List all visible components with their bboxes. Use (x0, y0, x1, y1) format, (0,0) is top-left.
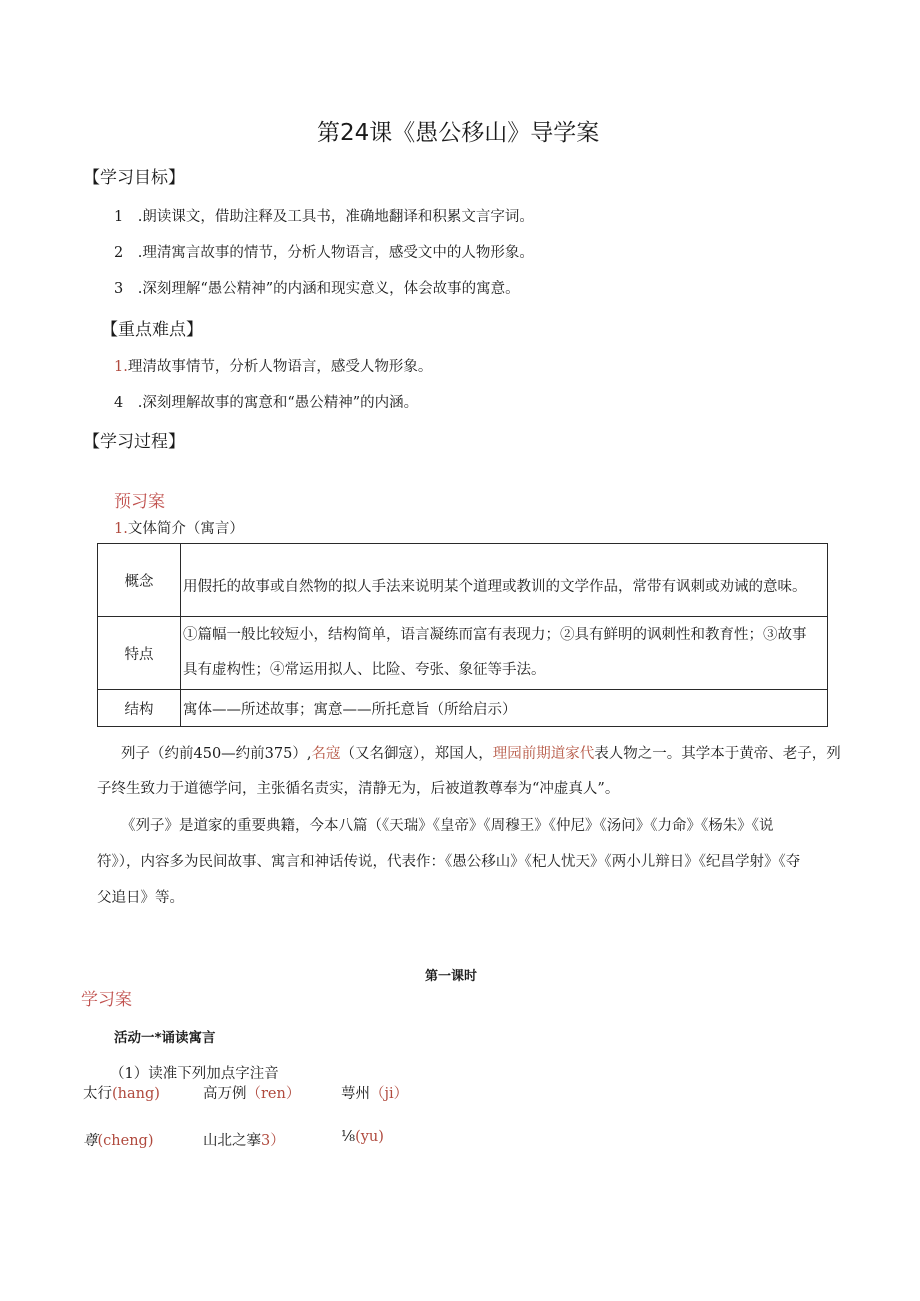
text-run: 表人物之一。其学本于黄帝、老子，列 (594, 746, 841, 762)
pinyin-item (341, 1129, 384, 1145)
liezi-paragraph-line: 子终生致力于道德学问，主张循名责实，清静无为，后被道教尊奉为“冲虚真人”。 (97, 781, 620, 797)
highlight-text: 理园前期道家代 (492, 746, 595, 762)
pinyin-reading: (yu) (355, 1129, 384, 1145)
pinyin-reading: 3） (261, 1133, 285, 1149)
goal-item: 2 .理清寓言故事的情节，分析人物语言，感受文中的人物形象。 (114, 245, 534, 261)
preview-item-text: 文体简介（寓言） (127, 521, 244, 537)
study-heading: 学习案 (81, 990, 132, 1010)
table-value (181, 617, 828, 690)
pinyin-word: 萼州 (341, 1086, 370, 1102)
preview-item (114, 517, 244, 538)
liezi-paragraph-line: 《列子》是道家的重要典籍，今本八篇（《天瑞》《皇帝》《周穆王》《仲尼》《汤问》《力命》《杨朱》《说 (121, 818, 774, 834)
pinyin-item (341, 1082, 408, 1103)
pinyin-word: 尊 (83, 1133, 98, 1149)
liezi-paragraph-line: 符》），内容多为民间故事、寓言和神话传说，代表作：《愚公移山》《杞人忧天》《两小儿辩日》《纪昌学射》《夺 (97, 854, 801, 870)
pinyin-reading: (cheng) (97, 1133, 154, 1149)
key-heading: 【重点难点】 (101, 320, 203, 340)
table-value: 寓体——所述故事；寓意——所托意旨（所给启示） (181, 690, 828, 727)
key-item: 4 .深刻理解故事的寓意和“愚公精神”的内涵。 (114, 395, 419, 411)
table-value-line: ①篇幅一般比较短小，结构简单，语言凝练而富有表现力；②具有鲜明的讽刺性和教育性；③故事 (183, 627, 807, 643)
table-row (98, 544, 828, 617)
pinyin-item (203, 1129, 285, 1150)
key-item-number: 1. (114, 359, 128, 375)
pinyin-word: 太行 (83, 1086, 112, 1102)
highlight-text: 名寇 (311, 746, 341, 762)
liezi-paragraph-line: 父追日》等。 (97, 890, 184, 906)
activity-heading: 活动一*诵读寓言 (114, 1030, 216, 1046)
pinyin-word: 山北之搴 (203, 1133, 261, 1149)
liezi-paragraph-line (121, 742, 841, 763)
page-title: 第24课《愚公移山》导学案 (317, 120, 600, 146)
goal-item: 3 .深刻理解“愚公精神”的内涵和现实意义，体会故事的寓意。 (114, 281, 520, 297)
pinyin-reading: (hang) (112, 1086, 160, 1102)
period-heading: 第一课时 (425, 969, 478, 984)
task-text: （1）读准下列加点字注音 (110, 1066, 279, 1082)
pinyin-item (203, 1082, 300, 1103)
table-key: 特点 (98, 617, 181, 690)
pinyin-item (83, 1082, 160, 1103)
goals-heading: 【学习目标】 (83, 168, 185, 188)
pinyin-word: ⅛ (341, 1129, 356, 1145)
preview-heading: 预习案 (114, 492, 165, 512)
text-run: 列子（约前450—约前375）, (121, 746, 312, 762)
table-value (181, 544, 828, 617)
pinyin-reading: （ren） (246, 1086, 301, 1102)
table-key: 概念 (98, 544, 181, 617)
key-item-text: 理清故事情节，分析人物语言，感受人物形象。 (127, 359, 433, 375)
pinyin-item (83, 1129, 153, 1150)
table-value-line: 具有虚构性；④常运用拟人、比险、夸张、象征等手法。 (183, 662, 546, 678)
preview-item-number: 1. (114, 521, 128, 537)
pinyin-word: 高万例 (203, 1086, 247, 1102)
goal-item: 1 .朗读课文，借助注释及工具书，准确地翻译和积累文言字词。 (114, 209, 534, 225)
pinyin-reading: （ji） (370, 1086, 409, 1102)
text-run: （又名御寇），郑国人， (340, 746, 493, 762)
genre-table (97, 543, 828, 727)
key-item (114, 355, 432, 376)
table-row (98, 690, 828, 727)
process-heading: 【学习过程】 (83, 432, 185, 452)
table-row (98, 617, 828, 690)
table-key: 结构 (98, 690, 181, 727)
table-value-line: 用假托的故事或自然物的拟人手法来说明某个道理或教训的文学作品，常带有讽刺或劝诫的意味。 (183, 579, 807, 595)
